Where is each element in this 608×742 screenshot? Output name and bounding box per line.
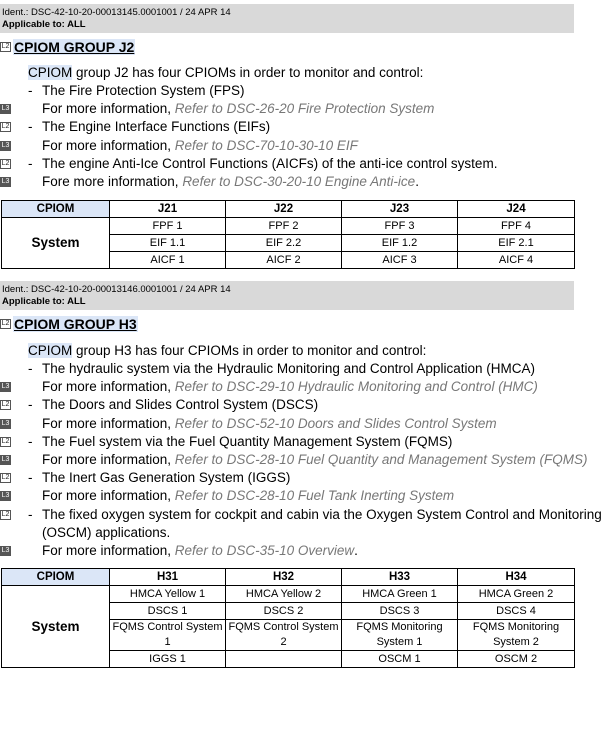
intro-text: group J2 has four CPIOMs in order to monitor and control: [72,65,424,80]
table-cell: EIF 1.2 [342,235,458,252]
list-item [0,155,608,173]
reference-link[interactable]: Refer to DSC-52-10 Doors and Slides Control System [174,415,497,431]
line-text: The Inert Gas Generation System (IGGS) [42,470,291,486]
line-suffix: . [415,174,419,189]
line-text: (OSCM) applications. [42,524,171,540]
level-tag-icon: L2 [1,123,10,131]
info-line [0,487,608,505]
level-tag-icon: L3 [1,419,10,427]
list-item [0,506,608,524]
level-tag-icon: L2 [1,43,10,50]
ident-text: Ident.: DSC-42-10-20-00013146.0001001 / 24 APR 14 [2,284,231,295]
bullet-dash: - [28,397,33,413]
level-tag-icon: L2 [1,510,10,518]
list-item [0,360,608,378]
bullet-dash: - [28,506,33,522]
ident-text: Ident.: DSC-42-10-20-00013145.0001001 / 24 APR 14 [2,7,231,18]
table-cell: OSCM 1 [342,651,458,668]
info-line [0,378,608,396]
table-cell: FQMS Control System 2 [226,620,342,651]
line-text: For more information, [42,101,175,117]
line-text: The Engine Interface Functions (EIFs) [42,119,271,135]
line-text: The Doors and Slides Control System (DSCS) [42,397,319,413]
table-cell: FQMS Control System 1 [110,620,226,651]
level-tag-icon: L3 [1,492,10,500]
table-cell: EIF 1.1 [110,235,226,252]
table-cell: FQMS Monitoring System 1 [342,620,458,651]
line-text: For more information, [42,415,175,431]
column-header: J23 [342,201,458,218]
reference-link[interactable]: Refer to DSC-26-20 Fire Protection System [174,101,435,117]
bullet-dash: - [28,433,33,449]
row-label: System [2,218,110,269]
table-cell: AICF 1 [110,252,226,269]
table-cell: DSCS 3 [342,603,458,620]
level-tag-icon: L2 [1,401,10,409]
list-item [0,433,608,451]
bullet-dash: - [28,83,33,98]
table-cell: HMCA Yellow 1 [110,586,226,603]
table-cell: FQMS Monitoring System 2 [458,620,575,651]
column-header: CPIOM [2,201,110,218]
level-tag-icon: L3 [1,105,10,113]
column-header: H31 [110,569,226,586]
table-header-row [2,201,575,218]
level-tag-icon: L3 [1,383,10,391]
level-tag-icon: L2 [1,320,10,327]
list-item [0,82,608,100]
intro-text: group H3 has four CPIOMs in order to monitor and control: [72,343,427,358]
level-tag-icon: L2 [1,159,10,167]
list-item [0,396,608,414]
reference-link[interactable]: Refer to DSC-28-10 Fuel Tank Inerting System [174,488,455,504]
reference-link[interactable]: Refer to DSC-30-20-10 Engine Anti-ice [182,174,416,189]
info-line [0,173,608,191]
reference-link[interactable]: Refer to DSC-29-10 Hydraulic Monitoring and Control (HMC) [174,379,538,395]
list-item [0,469,608,487]
column-header: J24 [458,201,575,218]
bullet-dash: - [28,155,33,171]
bullet-dash: - [28,470,33,486]
table-cell: FPF 3 [342,218,458,235]
row-label: System [2,586,110,668]
table-cell: DSCS 4 [458,603,575,620]
line-text: For more information, [42,137,175,153]
info-line [0,451,608,469]
level-tag-icon: L3 [1,141,10,149]
applicable-text: Applicable to: ALL [2,295,86,307]
level-tag-icon: L2 [1,474,10,482]
line-suffix: . [354,543,358,558]
section-heading: CPIOM GROUP H3 [14,316,137,332]
column-header: CPIOM [2,569,110,586]
info-line [0,100,608,118]
line-text: Fore more information, [42,174,183,189]
table-row [2,218,575,235]
table-cell: FPF 4 [458,218,575,235]
column-header: J21 [110,201,226,218]
line-text: For more information, [42,488,175,504]
table-cell: FPF 1 [110,218,226,235]
table-cell: DSCS 2 [226,603,342,620]
info-line [0,542,608,560]
ident-header-2 [0,281,574,310]
bullet-dash: - [28,119,33,135]
intro-paragraph-1 [28,64,423,82]
info-line [0,415,608,433]
line-text: The hydraulic system via the Hydraulic Monitoring and Control Application (HMCA) [42,361,535,376]
section-title-2 [0,315,138,333]
table-header-row [2,569,575,586]
column-header: H33 [342,569,458,586]
column-header: H34 [458,569,575,586]
line-text: The Fuel system via the Fuel Quantity Management System (FQMS) [42,433,453,449]
bullet-dash: - [28,361,33,376]
table-row [2,586,575,603]
table-cell: HMCA Green 1 [342,586,458,603]
table-cell: FPF 2 [226,218,342,235]
table-cell: DSCS 1 [110,603,226,620]
table-cell: EIF 2.1 [458,235,575,252]
reference-link[interactable]: Refer to DSC-28-10 Fuel Quantity and Management System (FQMS) [174,452,588,467]
line-text: For more information, [42,452,175,467]
table-cell: HMCA Green 2 [458,586,575,603]
line-text: For more information, [42,379,175,395]
table-cell: AICF 2 [226,252,342,269]
reference-link[interactable]: Refer to DSC-35-10 Overview [174,543,355,558]
ident-header-1 [0,4,574,33]
list-item [0,118,608,136]
level-tag-icon: L3 [1,547,10,554]
reference-link[interactable]: Refer to DSC-70-10-30-10 EIF [174,137,358,153]
table-cell: AICF 4 [458,252,575,269]
intro-highlight: CPIOM [28,65,73,80]
level-tag-icon: L3 [1,456,10,463]
level-tag-icon: L2 [1,437,10,445]
table-cell: OSCM 2 [458,651,575,668]
line-text: The fixed oxygen system for cockpit and cabin via the Oxygen System Control and Monitoring [42,506,602,522]
level-tag-icon: L3 [1,178,10,185]
table-cell: IGGS 1 [110,651,226,668]
line-text: The engine Anti-Ice Control Functions (AICFs) of the anti-ice control system. [42,155,498,171]
section-title-1 [0,38,135,56]
column-header: J22 [226,201,342,218]
cpiom-table-h3 [1,568,575,668]
table-cell [226,651,342,668]
line-text: For more information, [42,543,175,558]
info-line [0,137,608,155]
table-cell: AICF 3 [342,252,458,269]
cpiom-table-j2 [1,200,575,269]
column-header: H32 [226,569,342,586]
section-heading: CPIOM GROUP J2 [14,39,135,55]
table-cell: HMCA Yellow 2 [226,586,342,603]
intro-paragraph-2 [28,342,426,360]
line-text: The Fire Protection System (FPS) [42,83,245,98]
intro-highlight: CPIOM [28,343,73,358]
table-cell: EIF 2.2 [226,235,342,252]
applicable-text: Applicable to: ALL [2,18,86,30]
list-item [0,524,608,542]
